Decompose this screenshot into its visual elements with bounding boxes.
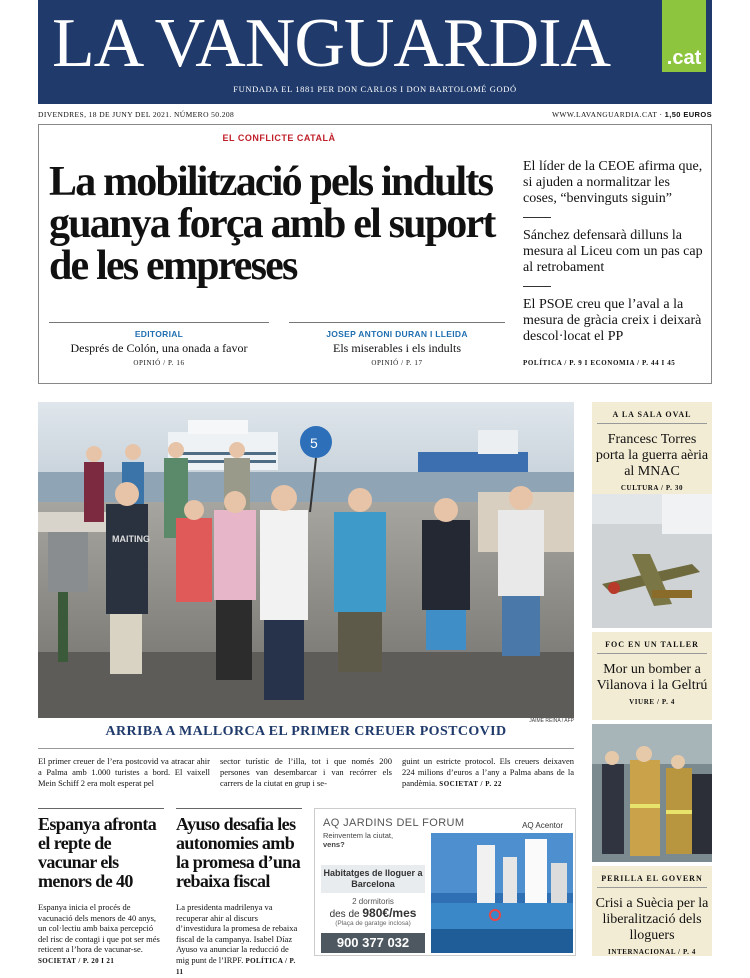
sidebar-rule [597, 423, 707, 424]
ad-heading: Habitatges de lloguer a Barcelona [321, 865, 425, 893]
caption-text-col3 [402, 756, 574, 790]
sidebar-kicker: PERILLA EL GOVERN [601, 874, 703, 883]
issue-date: DIVENDRES, 18 DE JUNY DEL 2021. NÚMERO 50.208 [38, 110, 235, 119]
ad-tagline [323, 831, 423, 849]
opinion-title: Els miserables i els indults [333, 341, 461, 355]
photo-illustration [38, 402, 574, 718]
sidebar-item-mnac[interactable] [592, 402, 712, 494]
brief-item[interactable]: El líder de la CEOE afirma que, si ajuden a normalitzar les coses, “benvinguts siguin” [523, 159, 703, 206]
sidebar-ref: INTERNACIONAL / P. 4 [608, 948, 696, 956]
opinion-title: Després de Colón, una onada a favor [70, 341, 248, 355]
ad-note: (Plaça de garatge inclosa) [335, 920, 411, 927]
sidebar-kicker: FOC EN UN TALLER [605, 640, 699, 649]
ad-phone[interactable]: 900 377 032 [321, 933, 425, 953]
ad-price-value: 980€/mes [362, 906, 417, 920]
story-rule [38, 808, 164, 809]
ad-logo: AQ Acentor [522, 821, 563, 830]
opinion-rule-right [289, 322, 505, 323]
cat-badge: .cat [662, 0, 706, 72]
sidebar-rule [597, 653, 707, 654]
ad-illustration [431, 833, 573, 953]
ad-rooms: 2 dormitoris [352, 897, 394, 906]
sidebar-title: Mor un bomber a Vilanova i la Geltrú [596, 662, 708, 693]
sidebar-ref: CULTURA / P. 30 [620, 484, 684, 492]
ad-tagline-2: vens? [323, 840, 345, 849]
site-price: WWW.LAVANGUARDIA.CAT · 1,50 EUROS [551, 110, 712, 119]
caption-text-col1: El primer creuer de l’era postcovid va atracar ahir a Palma amb 1.000 turistes a bord. El vaixell Mein Schiff 2 era molt esperat pel [38, 756, 210, 788]
caption-text-col2: sector turístic de l’illa, tot i que només 200 persones van desembarcar i van recórrer els carrers de la ciutat en grup i se- [220, 756, 392, 788]
dateline [38, 110, 712, 119]
sidebar-kicker: A LA SALA OVAL [612, 410, 692, 419]
ad-building-image [431, 833, 573, 953]
story-ref: SOCIETAT / P. 20 I 21 [38, 956, 115, 965]
sidebar-item-firefighter[interactable] [592, 632, 712, 720]
sidebar-ref: VIURE / P. 4 [629, 698, 675, 706]
lead-kicker: EL CONFLICTE CATALÀ [222, 133, 336, 143]
briefs-ref: POLÍTICA / P. 9 I ECONOMIA / P. 44 I 45 [523, 359, 676, 367]
story-body-vaccine [38, 902, 164, 966]
opinion-label: EDITORIAL [134, 329, 184, 339]
story-ref: POLÍTICA / P. 11 [176, 956, 296, 976]
airplane-exhibit-photo [592, 494, 712, 628]
masthead [38, 0, 712, 104]
firefighters-photo [592, 724, 712, 862]
lead-story-box [38, 124, 712, 384]
issue-price: 1,50 EUROS [664, 110, 712, 119]
story-rule [176, 808, 302, 809]
ad-tagline-1: Reinventem la ciutat, [323, 831, 394, 840]
brief-divider [523, 217, 551, 218]
brief-divider [523, 286, 551, 287]
sidebar-title: Crisi a Suècia per la liberalització dels lloguers [595, 896, 709, 943]
opinion-ref: OPINIÓ / P. 16 [133, 359, 185, 367]
masthead-subtitle: FUNDADA EL 1881 PER DON CARLOS I DON BARTOLOMÉ GODÓ [233, 84, 517, 94]
opinion-ref: OPINIÓ / P. 17 [371, 359, 423, 367]
brief-item[interactable]: Sánchez defensarà dilluns la mesura al Liceu com un pas cap al retrobament [523, 228, 703, 275]
firefighters-illustration [592, 724, 712, 862]
caption-ref: SOCIETAT / P. 22 [439, 780, 502, 788]
shirt-text: MAITING [112, 534, 150, 544]
sidebar-title: Francesc Torres porta la guerra aèria al MNAC [595, 432, 709, 479]
story-title-ayuso[interactable]: Ayuso desafia les autonomies amb la promesa d’una rebaixa fiscal [176, 814, 301, 891]
lead-briefs [523, 159, 703, 371]
newspaper-logo: LA VANGUARDIA [52, 5, 611, 82]
opinion-column[interactable] [289, 329, 505, 367]
caption-text-col3-body: guint un estricte protocol. Els creuers deixaven 224 milions d’euros a l’any a Palma abans de la pandèmia. [402, 756, 574, 788]
sidebar-item-sweden[interactable] [592, 866, 712, 956]
brief-item[interactable]: El PSOE creu que l’aval a la mesura de gràcia creix i deixarà descol·locat el PP [523, 297, 702, 344]
sidebar-rule [597, 887, 707, 888]
photo-caption[interactable]: ARRIBA A MALLORCA EL PRIMER CREUER POSTCOVID [105, 724, 507, 739]
story-body-text: Espanya inicia el procés de vacunació dels menors de 40 anys, un col·lectiu amb baixa percepció del risc de contagi i que pot ser més reticent a l’hora de vacunar-se. [38, 902, 160, 954]
advertisement[interactable] [314, 808, 576, 956]
caption-rule [38, 748, 574, 749]
story-body-text: La presidenta madrilenya va recuperar ahir al discurs d’investidura la promesa de rebaixa fiscal de la campanya. Isabel Díaz Ayuso va anunciar la reducció de mig punt de l’IRPF. [176, 902, 298, 965]
story-title-vaccine[interactable]: Espanya afronta el repte de vacunar els menors de 40 [38, 814, 157, 891]
ad-price [321, 906, 425, 920]
airplane-illustration [592, 494, 712, 628]
ad-price-prefix: des de [329, 909, 360, 920]
opinion-editorial[interactable] [49, 329, 269, 367]
lead-headline[interactable]: La mobilització pels indults guanya força amb el suport de les empreses [49, 159, 495, 289]
sign-number: 5 [310, 435, 318, 451]
photo-credit: JAIME REINA / AFP [529, 718, 574, 724]
ad-offer [321, 865, 425, 927]
cruise-passengers-photo [38, 402, 574, 718]
story-body-ayuso [176, 902, 302, 978]
ad-brand: AQ JARDINS DEL FORUM [323, 817, 465, 829]
website-link[interactable]: WWW.LAVANGUARDIA.CAT [551, 110, 658, 119]
opinion-label: JOSEP ANTONI DURAN I LLEIDA [326, 329, 468, 339]
opinion-rule-left [49, 322, 269, 323]
